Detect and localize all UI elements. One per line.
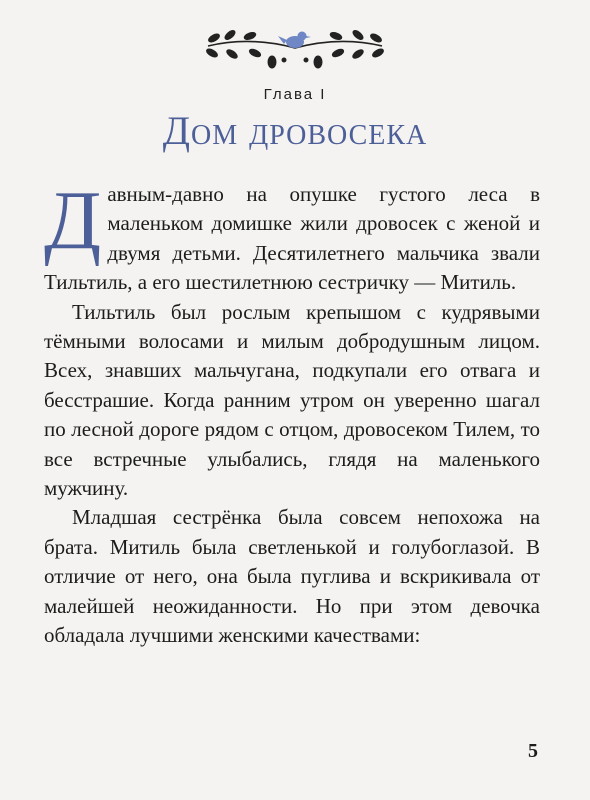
body-text bbox=[44, 174, 540, 651]
chapter-label: Глава I bbox=[263, 86, 327, 103]
bird-branch-ornament bbox=[200, 26, 390, 76]
branch-icon bbox=[205, 29, 384, 68]
paragraph-1-text: авным-давно на опушке густого леса в маленьком домишке жили дровосек с женой и двумя детьми. Десятилетнего мальчика звали Тильтиль, а его шестилетнюю сестричку — Митиль. bbox=[44, 182, 540, 295]
paragraph-2: Тильтиль был рослым крепышом с кудрявыми тёмными волосами и милым добродушным лицом. Всех, знавших мальчугана, подкупали его отвага и бесстрашие. Когда ранним утром он уверенно шагал по лесной дороге рядом с отцом, дровосеком Тилем, то все встречные улыбались, глядя на маленького мужчину. bbox=[44, 299, 540, 501]
page-number: 5 bbox=[528, 740, 538, 762]
paragraph-1 bbox=[44, 174, 540, 298]
drop-cap: Д bbox=[44, 174, 102, 267]
paragraph-3: Младшая сестрёнка была совсем непохожа на брата. Митиль была светленькой и голубоглазой. В отличие от него, она была пуглива и вскрикивала от малейшей неожиданности. Но при этом девочка обладала лучшими женскими качествами: bbox=[44, 505, 540, 648]
chapter-title: Дом дровосека bbox=[162, 108, 428, 153]
